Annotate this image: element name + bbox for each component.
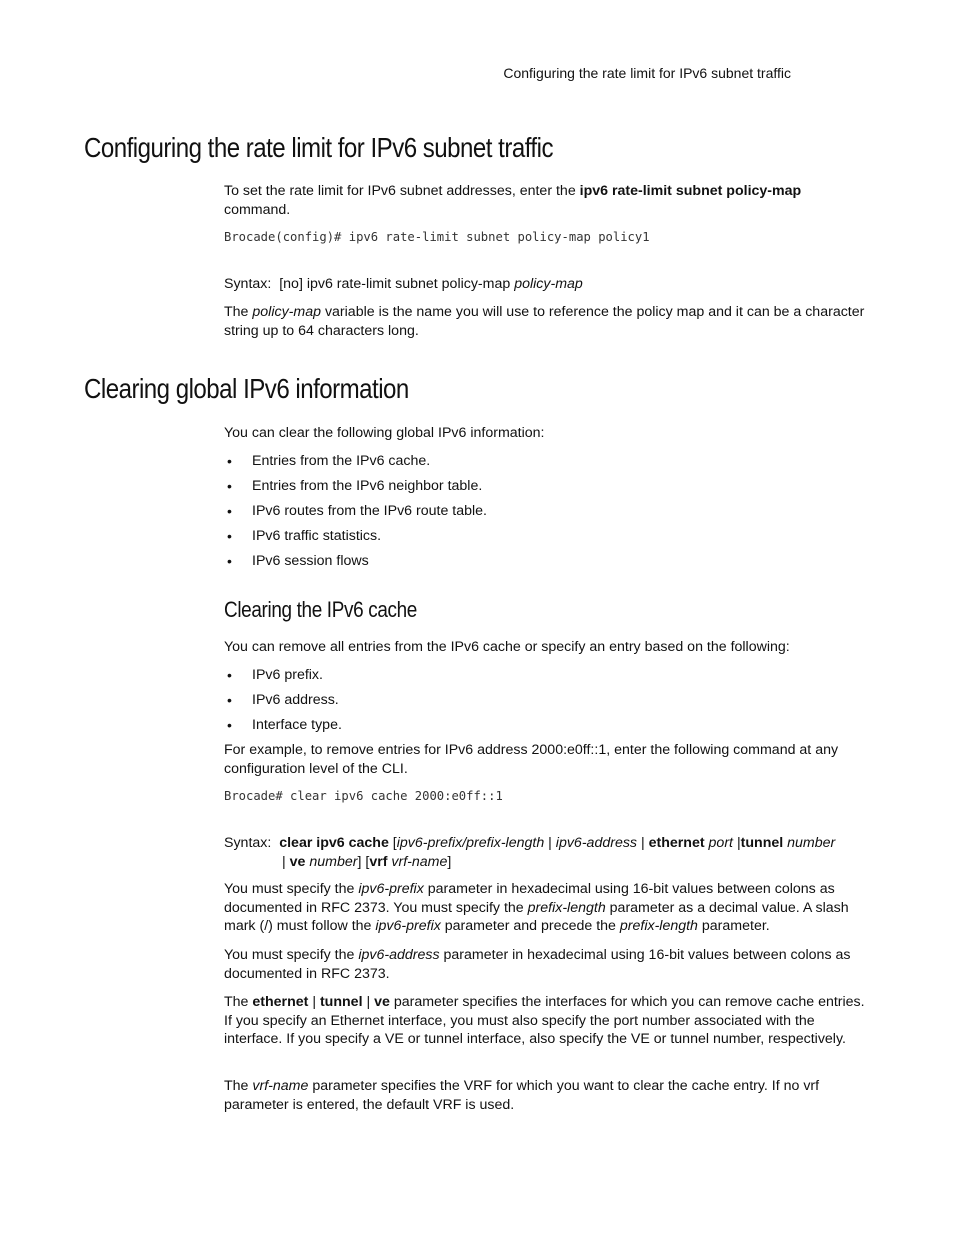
bullet-icon: • [227, 667, 232, 683]
ipv6-prefix-description: You must specify the ipv6-prefix parameter in hexadecimal using 16-bit values between colons as documented in RFC 2373. You must specify the prefix-length parameter as a decimal value. A slash mark (/) must follow the ipv6-prefix parameter and precede the prefix-length parameter. [224, 881, 849, 935]
ipv6-address-description: You must specify the ipv6-address parameter in hexadecimal using 16-bit values between colons as documented in RFC 2373. [224, 947, 851, 982]
bullet-icon: • [227, 692, 232, 708]
list-item: • Interface type. [227, 717, 342, 733]
list-item: • IPv6 prefix. [227, 667, 323, 683]
bullet-icon: • [227, 717, 232, 733]
vrf-name-description: The vrf-name parameter specifies the VRF for which you want to clear the cache entry. If no vrf parameter is entered, the default VRF is used. [224, 1078, 820, 1113]
running-header: Configuring the rate limit for IPv6 subnet traffic [503, 65, 791, 81]
list-item: • IPv6 routes from the IPv6 route table. [227, 503, 488, 519]
clearing-cache-example-text: For example, to remove entries for IPv6 address 2000:e0ff::1, enter the following command at any configuration level of the CLI. [224, 742, 839, 777]
bullet-icon: • [227, 503, 232, 519]
section-title-clearing-cache: Clearing the IPv6 cache [224, 597, 417, 622]
bullet-icon: • [227, 528, 232, 544]
clearing-global-intro: You can clear the following global IPv6 information: [224, 425, 545, 441]
clearing-cache-list [224, 666, 864, 741]
bullet-icon: • [227, 453, 232, 469]
clearing-cache-code-example: Brocade# clear ipv6 cache 2000:e0ff::1 [224, 789, 503, 803]
list-item: • Entries from the IPv6 cache. [227, 453, 431, 469]
clearing-cache-syntax: Syntax: clear ipv6 cache [ipv6-prefix/prefix-length | ipv6-address | ethernet port |tunnel number | ve number] [vrf vrf-name] [224, 835, 836, 870]
bullet-icon: • [227, 553, 232, 569]
rate-limit-intro: To set the rate limit for IPv6 subnet addresses, enter the ipv6 rate-limit subnet policy-map command. [224, 183, 802, 218]
list-item: • IPv6 traffic statistics. [227, 528, 382, 544]
list-item: • Entries from the IPv6 neighbor table. [227, 478, 483, 494]
rate-limit-code-example: Brocade(config)# ipv6 rate-limit subnet policy-map policy1 [224, 230, 650, 244]
list-item: • IPv6 address. [227, 692, 339, 708]
clearing-cache-intro: You can remove all entries from the IPv6 cache or specify an entry based on the following: [224, 639, 790, 655]
section-title-clearing-global: Clearing global IPv6 information [84, 373, 409, 404]
rate-limit-syntax: Syntax: [no] ipv6 rate-limit subnet policy-map policy-map [224, 276, 583, 292]
rate-limit-description: The policy-map variable is the name you will use to reference the policy map and it can be a character string up to 64 characters long. [224, 304, 865, 339]
interface-description: The ethernet | tunnel | ve parameter specifies the interfaces for which you can remove cache entries. If you specify an Ethernet interface, you must also specify the port number associated with the interface. If you specify a VE or tunnel interface, also specify the VE or tunnel number, respectively. [224, 994, 865, 1048]
section-title-rate-limit: Configuring the rate limit for IPv6 subnet traffic [84, 132, 553, 163]
clearing-global-list [224, 452, 864, 577]
list-item: • IPv6 session flows [227, 553, 369, 569]
bullet-icon: • [227, 478, 232, 494]
